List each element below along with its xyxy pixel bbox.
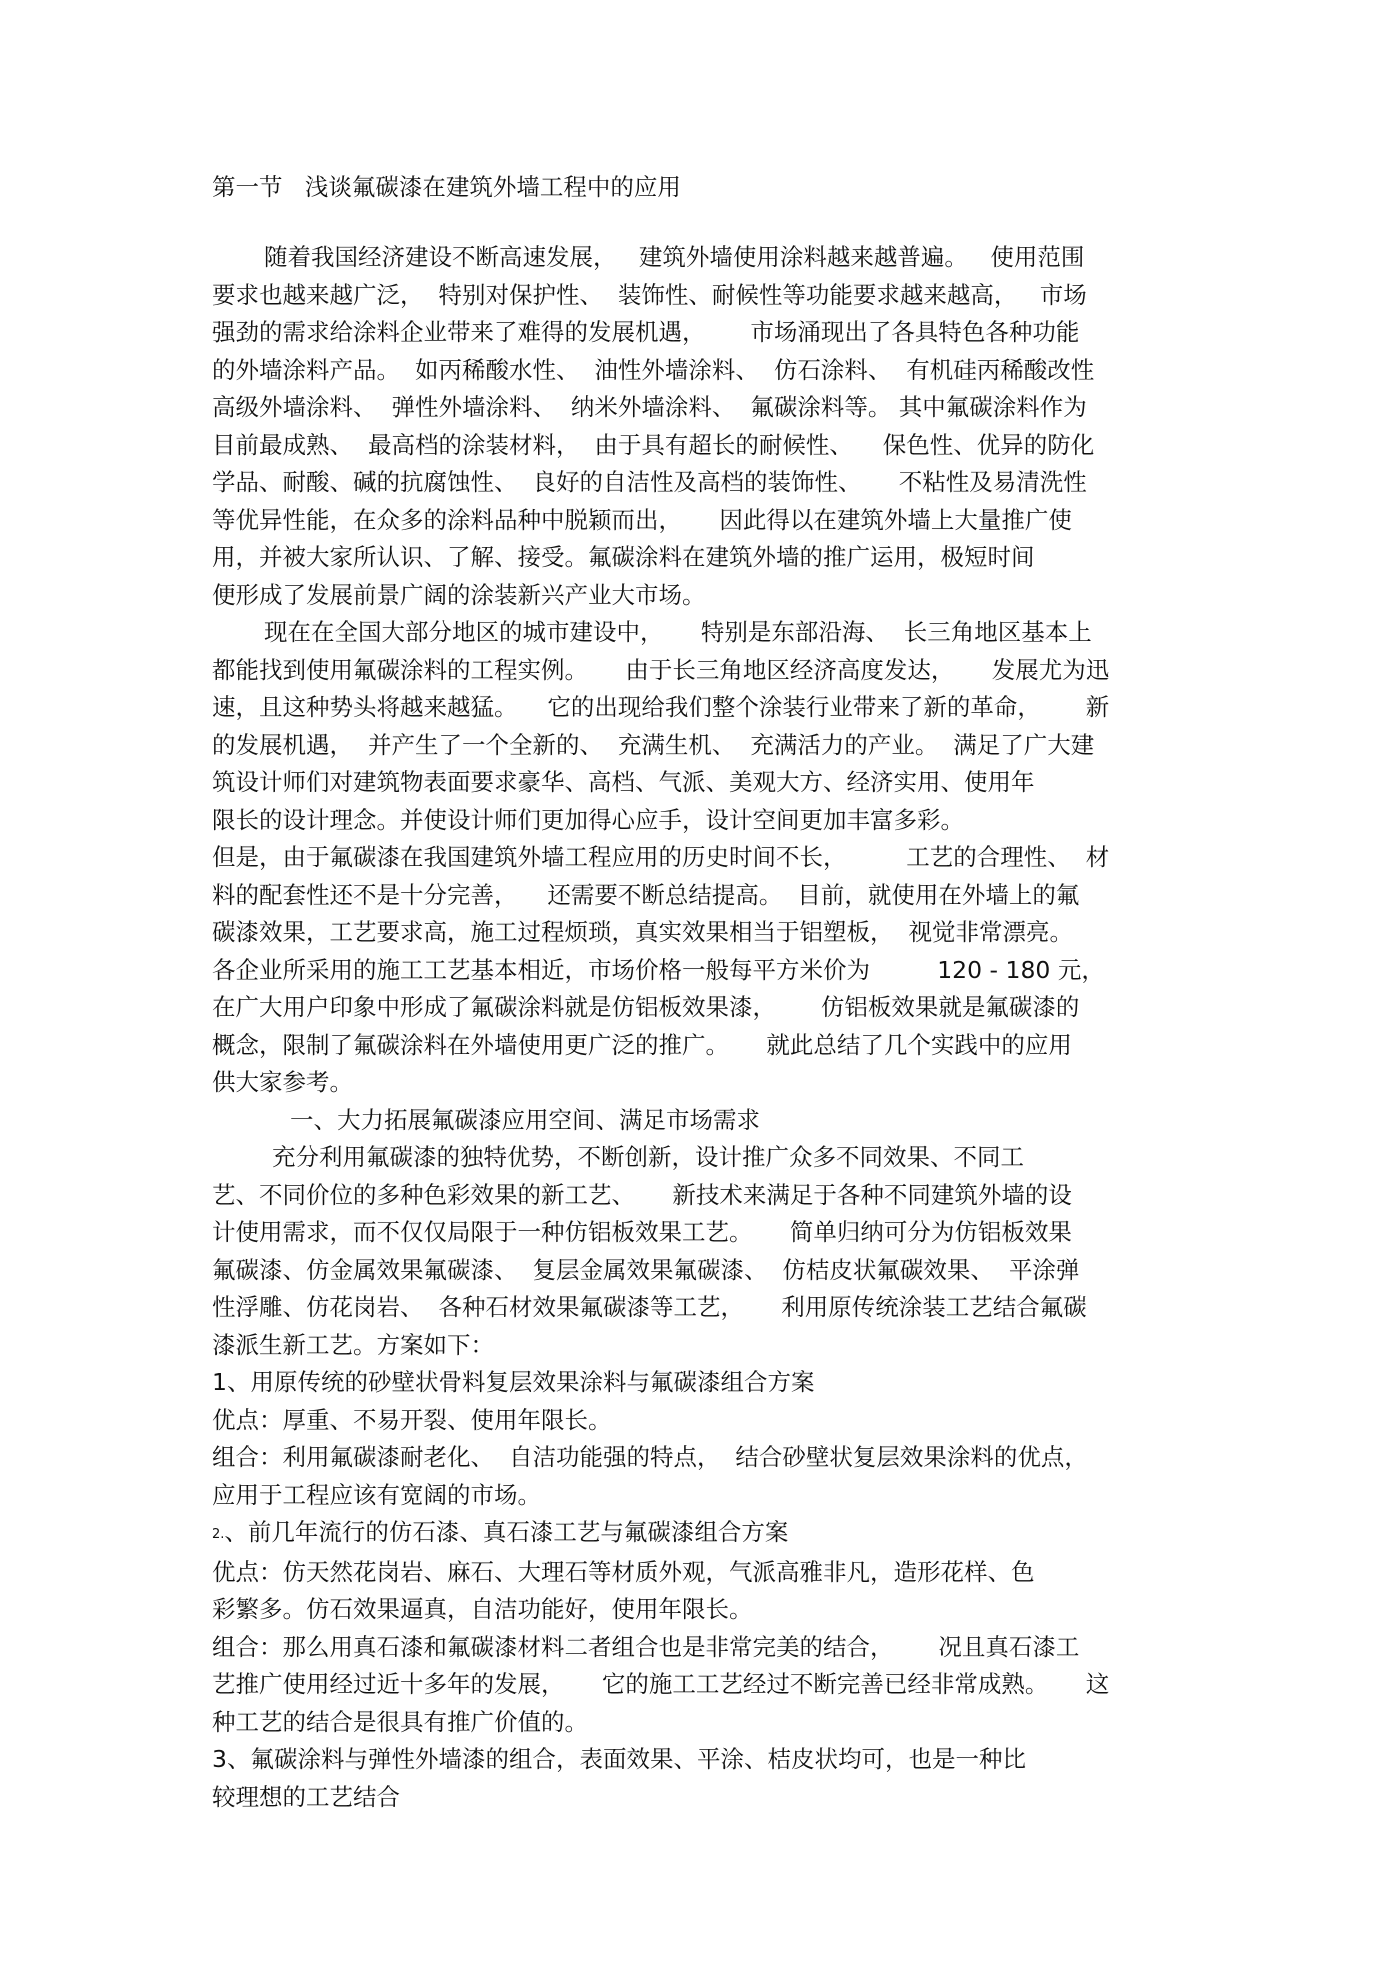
text-line: 学品、耐酸、碱的抗腐蚀性、 良好的自洁性及高档的装饰性、 不粘性及易清洗性 — [212, 468, 1087, 496]
list-item-1 — [212, 1364, 1197, 1514]
text-line: 等优异性能，在众多的涂料品种中脱颖而出， 因此得以在建筑外墙上大量推广使 — [212, 505, 1072, 534]
text-line: 用，并被大家所认识、了解、接受。氟碳涂料在建筑外墙的推广运用，极短时间 — [212, 543, 1035, 571]
text-line: 料的配套性还不是十分完善， 还需要不断总结提高。 目前，就使用在外墙上的氟 — [212, 880, 1080, 909]
text-line: 碳漆效果，工艺要求高，施工过程烦琐，真实效果相当于铝塑板， 视觉非常漂亮。 — [212, 918, 1073, 946]
list-item-number: 2. — [212, 1527, 225, 1542]
text-line: 现在在全国大部分地区的城市建设中， 特别是东部沿海、 长三角地区基本上 — [264, 618, 1092, 646]
text-line: 速，且这种势头将越来越猛。 它的出现给我们整个涂装行业带来了新的革命， 新 — [212, 693, 1110, 721]
list-item-heading: 1、用原传统的砂壁状骨料复层效果涂料与氟碳漆组合方案 — [212, 1368, 815, 1396]
text-line: 氟碳漆、仿金属效果氟碳漆、 复层金属效果氟碳漆、 仿桔皮状氟碳效果、 平涂弹 — [212, 1255, 1080, 1284]
list-item-heading — [212, 1514, 1197, 1554]
text-line: 各企业所采用的施工工艺基本相近，市场价格一般每平方米价为 120 - 180 元， — [212, 955, 1105, 984]
list-item-heading-text: 、前几年流行的仿石漆、真石漆工艺与氟碳漆组合方案 — [224, 1518, 789, 1546]
text-line: 充分利用氟碳漆的独特优势，不断创新，设计推广众多不同效果、不同工 — [272, 1143, 1024, 1171]
text-line: 高级外墙涂料、 弹性外墙涂料、 纳米外墙涂料、 氟碳涂料等。 其中氟碳涂料作为 — [212, 393, 1087, 421]
text-line: 彩繁多。仿石效果逼真，自洁功能好，使用年限长。 — [212, 1595, 753, 1623]
section-title: 第一节 浅谈氟碳漆在建筑外墙工程中的应用 — [212, 173, 681, 201]
text-line: 艺、不同价位的多种色彩效果的新工艺、 新技术来满足于各种不同建筑外墙的设 — [212, 1180, 1072, 1209]
section-heading: 一、大力拓展氟碳漆应用空间、满足市场需求 — [290, 1105, 760, 1134]
paragraph-2 — [212, 614, 1197, 839]
list-item-2 — [212, 1514, 1197, 1741]
list-item-advantages: 优点：厚重、不易开裂、使用年限长。 — [212, 1405, 612, 1434]
document-body — [212, 170, 1197, 1816]
paragraph-4 — [212, 1139, 1197, 1364]
text-line: 的发展机遇， 并产生了一个全新的、 充满生机、 充满活力的产业。 满足了广大建 — [212, 730, 1095, 759]
text-line: 优点：仿天然花岗岩、麻石、大理石等材质外观，气派高雅非凡，造形花样、色 — [212, 1557, 1035, 1586]
text-line: 概念，限制了氟碳涂料在外墙使用更广泛的推广。 就此总结了几个实践中的应用 — [212, 1030, 1072, 1059]
text-line: 筑设计师们对建筑物表面要求豪华、高档、气派、美观大方、经济实用、使用年 — [212, 768, 1035, 796]
text-line: 种工艺的结合是很具有推广价值的。 — [212, 1707, 588, 1736]
text-line: 在广大用户印象中形成了氟碳涂料就是仿铝板效果漆， 仿铝板效果就是氟碳漆的 — [212, 993, 1080, 1021]
text-line: 漆派生新工艺。方案如下： — [212, 1330, 494, 1359]
text-line: 目前最成熟、 最高档的涂装材料， 由于具有超长的耐候性、 保色性、优异的防化 — [212, 430, 1095, 459]
text-line: 强劲的需求给涂料企业带来了难得的发展机遇， 市场涌现出了各具特色各种功能 — [212, 318, 1080, 346]
paragraph-1 — [212, 239, 1197, 614]
text-line: 计使用需求，而不仅仅局限于一种仿铝板效果工艺。 简单归纳可分为仿铝板效果 — [212, 1218, 1072, 1246]
text-line: 供大家参考。 — [212, 1068, 353, 1096]
text-line: 限长的设计理念。并使设计师们更加得心应手，设计空间更加丰富多彩。 — [212, 805, 964, 834]
text-line: 性浮雕、仿花岗岩、 各种石材效果氟碳漆等工艺， 利用原传统涂装工艺结合氟碳 — [212, 1293, 1087, 1321]
text-line: 但是，由于氟碳漆在我国建筑外墙工程应用的历史时间不长， 工艺的合理性、 材 — [212, 843, 1110, 871]
text-line: 组合：那么用真石漆和氟碳漆材料二者组合也是非常完美的结合， 况且真石漆工 — [212, 1632, 1080, 1661]
text-line: 较理想的工艺结合 — [212, 1782, 400, 1811]
paragraph-3 — [212, 839, 1197, 1102]
text-line: 艺推广使用经过近十多年的发展， 它的施工工艺经过不断完善已经非常成熟。 这 — [212, 1670, 1110, 1698]
list-item-3 — [212, 1741, 1197, 1816]
text-line: 3、氟碳涂料与弹性外墙漆的组合，表面效果、平涂、桔皮状均可，也是一种比 — [212, 1745, 1026, 1773]
text-line: 应用于工程应该有宽阔的市场。 — [212, 1480, 541, 1509]
text-line: 组合：利用氟碳漆耐老化、 自洁功能强的特点， 结合砂壁状复层效果涂料的优点， — [212, 1443, 1088, 1471]
text-line: 都能找到使用氟碳涂料的工程实例。 由于长三角地区经济高度发达， 发展尤为迅 — [212, 655, 1110, 684]
text-line: 便形成了发展前景广阔的涂装新兴产业大市场。 — [212, 580, 706, 609]
text-line: 要求也越来越广泛， 特别对保护性、 装饰性、耐候性等功能要求越来越高， 市场 — [212, 280, 1087, 309]
text-line: 的外墙涂料产品。 如丙稀酸水性、 油性外墙涂料、 仿石涂料、 有机硅丙稀酸改性 — [212, 355, 1095, 384]
text-line: 随着我国经济建设不断高速发展， 建筑外墙使用涂料越来越普遍。 使用范围 — [264, 243, 1085, 271]
